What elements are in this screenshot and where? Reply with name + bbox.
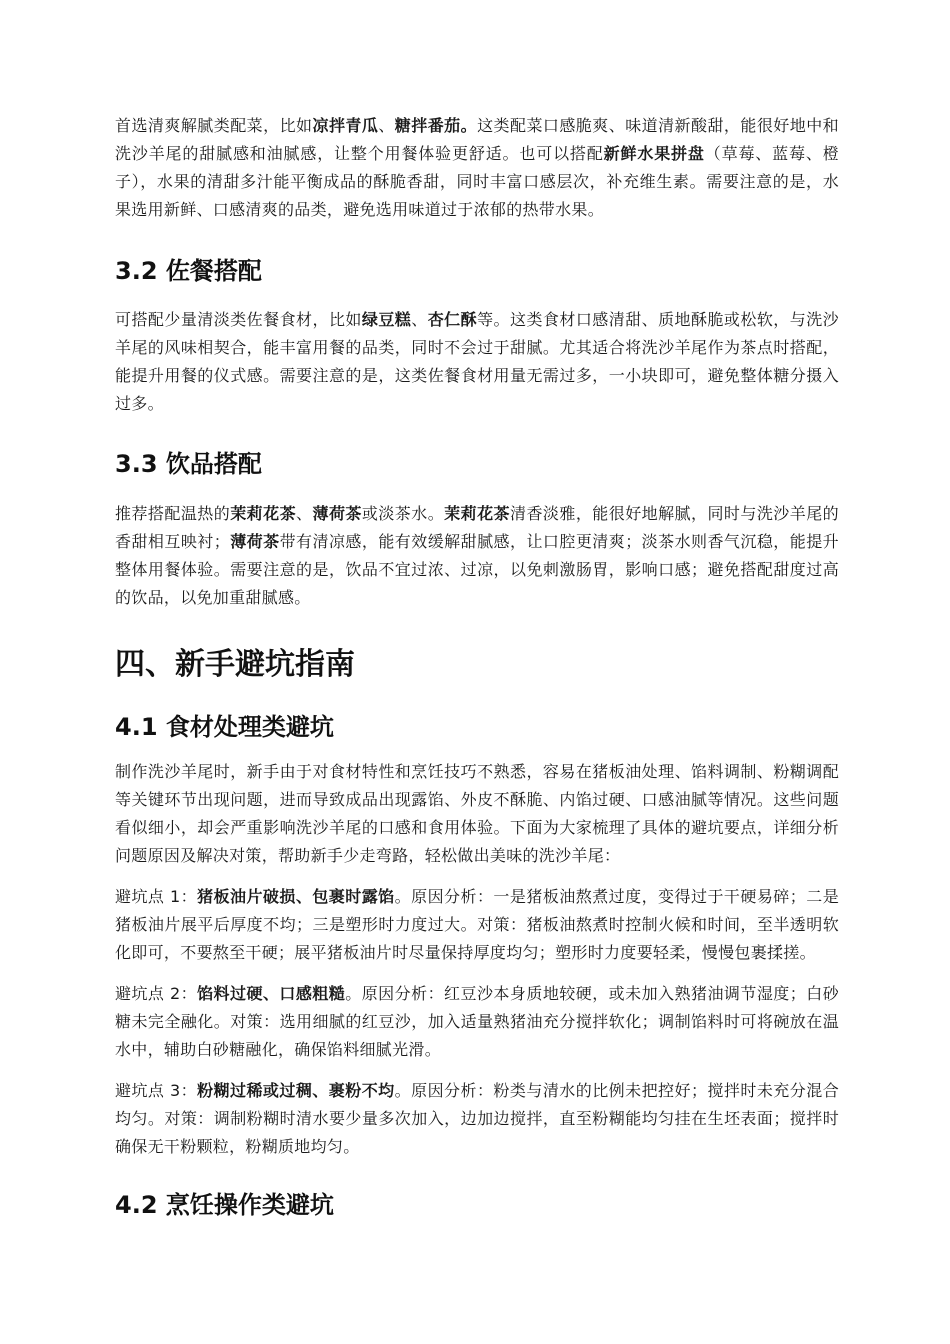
paragraph-ingredient-pitfalls-intro: 制作洗沙羊尾时，新手由于对食材特性和烹饪技巧不熟悉，容易在猪板油处理、馅料调制、粉糊调配等关键环节出现问题，进而导致成品出现露馅、外皮不酥脆、内馅过硬、口感油腻等情况。这些问题看似细小，却会严重影响洗沙羊尾的口感和食用体验。下面为大家梳理了具体的避坑要点，详细分析问题原因及解决对策，帮助新手少走弯路，轻松做出美味的洗沙羊尾： [115,762,839,865]
text-run: 首选清爽解腻类配菜，比如 [115,116,313,135]
bold-text: 糖拌番茄。 [394,116,478,135]
text-run: 清香淡雅，能很好地解腻，同时与洗沙羊尾的香甜相互映衬； [115,504,839,551]
section-heading-4-2: 4.2 烹饪操作类避坑 [115,1191,334,1219]
bold-text: 茉莉花茶 [230,504,297,523]
text-run: 或淡茶水。 [361,504,445,523]
text-run: 可搭配少量清淡类佐餐食材，比如 [115,310,362,329]
pitfall-item-3 [115,1077,839,1161]
text-run: 。原因分析：红豆沙本身质地较硬，或未加入熟猪油调节湿度；白砂糖未完全融化。对策：选用细腻的红豆沙，加入适量熟猪油充分搅拌软化；调制馅料时可将碗放在温水中，辅助白砂糖融化，确保馅料细腻光滑。 [115,984,839,1059]
text-run: 带有清凉感，能有效缓解甜腻感，让口腔更清爽；淡茶水则香气沉稳，能提升整体用餐体验。需要注意的是，饮品不宜过浓、过凉，以免刺激肠胃，影响口感；避免搭配甜度过高的饮品，以免加重甜腻感。 [115,532,839,607]
pitfall-label: 避坑点 1： [115,887,198,906]
section-heading-3-3: 3.3 饮品搭配 [115,450,262,478]
bold-text: 绿豆糕 [361,310,412,329]
bold-text: 猪板油片破损、包裹时露馅 [197,887,395,906]
section-heading-3-2: 3.2 佐餐搭配 [115,257,262,285]
text-run: 、 [296,504,313,523]
text-run: 。原因分析：粉类与清水的比例未把控好；搅拌时未充分混合均匀。对策：调制粉糊时清水要少量多次加入，边加边搅拌，直至粉糊能均匀挂在生坯表面；搅拌时确保无干粉颗粒，粉糊质地均匀。 [115,1081,839,1156]
paragraph-side-dish-pairing [115,112,839,224]
pitfall-item-2 [115,980,839,1064]
text-run: 、 [378,116,395,135]
pitfall-label: 避坑点 2： [115,984,198,1003]
bold-text: 粉糊过稀或过稠、裹粉不均 [197,1081,395,1100]
bold-text: 馅料过硬、口感粗糙 [197,984,346,1003]
bold-text: 新鲜水果拼盘 [603,144,705,163]
text-run: 这类配菜口感脆爽、味道清新酸甜，能很好地中和洗沙羊尾的甜腻感和油腻感，让整个用餐体验更舒适。也可以搭配 [115,116,839,163]
paragraph-accompaniment [115,306,839,418]
bold-text: 薄荷茶 [312,504,362,523]
chapter-heading-4: 四、新手避坑指南 [115,647,355,682]
section-heading-4-1: 4.1 食材处理类避坑 [115,713,334,741]
paragraph-drink-pairing [115,500,839,612]
bold-text: 杏仁酥 [427,310,478,329]
text-run: 推荐搭配温热的 [115,504,231,523]
bold-text: 茉莉花茶 [444,504,510,523]
text-run: （草莓、蓝莓、橙子），水果的清甜多汁能平衡成品的酥脆香甜，同时丰富口感层次，补充维生素。需要注意的是，水果选用新鲜、口感清爽的品类，避免选用味道过于浓郁的热带水果。 [115,144,839,219]
text-run: 。原因分析：一是猪板油熬煮过度，变得过于干硬易碎；二是猪板油片展平后厚度不均；三是塑形时力度过大。对策：猪板油熬煮时控制火候和时间，至半透明软化即可，不要熬至干硬；展平猪板油片时尽量保持厚度均匀；塑形时力度要轻柔，慢慢包裹揉搓。 [115,887,839,962]
bold-text: 凉拌青瓜 [312,116,379,135]
document-page [115,112,839,1220]
pitfall-label: 避坑点 3： [115,1081,198,1100]
bold-text: 薄荷茶 [230,532,280,551]
pitfall-item-1 [115,883,839,967]
text-run: 等。这类食材口感清甜、质地酥脆或松软，与洗沙羊尾的风味相契合，能丰富用餐的品类，同时不会过于甜腻。尤其适合将洗沙羊尾作为茶点时搭配，能提升用餐的仪式感。需要注意的是，这类佐餐食材用量无需过多，一小块即可，避免整体糖分摄入过多。 [115,310,839,413]
text-run: 、 [411,310,428,329]
